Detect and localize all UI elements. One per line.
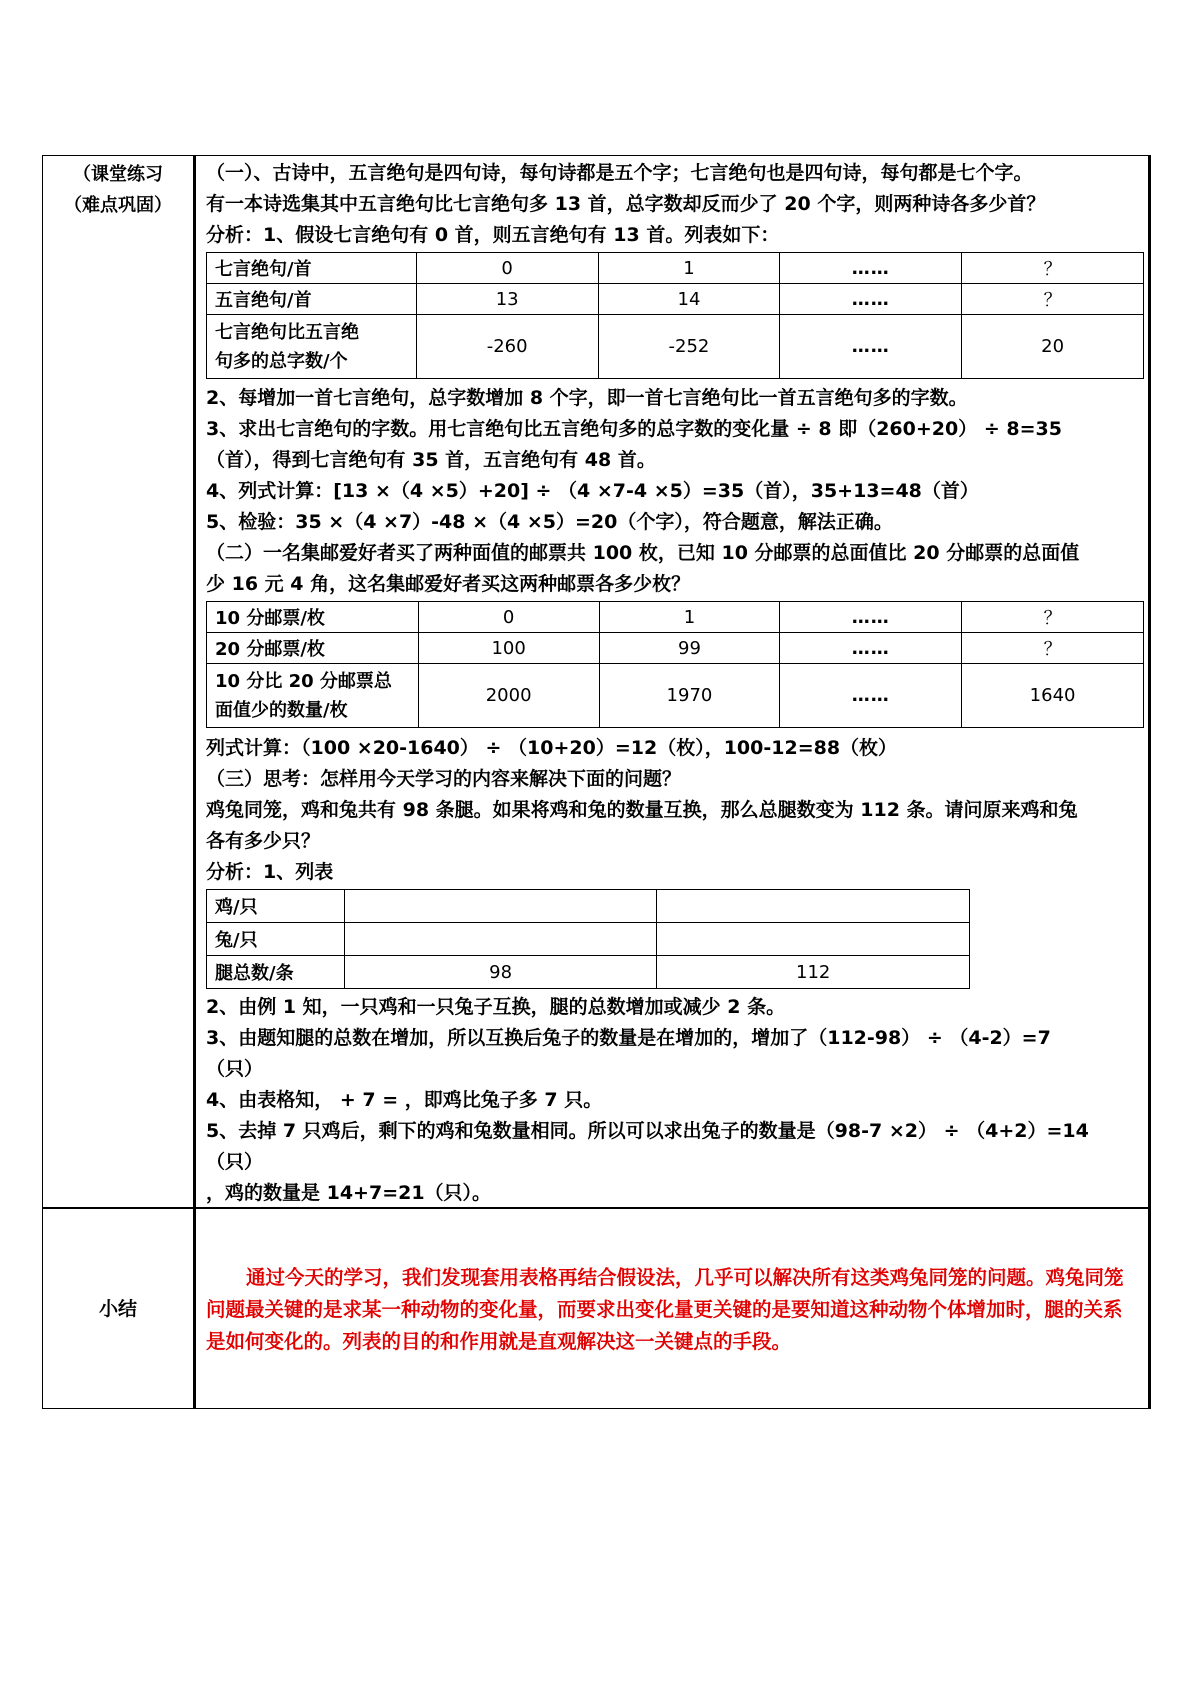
p2-line1: （二）一名集邮爱好者买了两种面值的邮票共 100 枚，已知 10 分邮票的总面值比 20 分邮票的总面值 [206, 542, 1080, 564]
row-label [207, 315, 417, 379]
p1-line2: 有一本诗选集其中五言绝句比七言绝句多 13 首，总字数却反而少了 20 个字，则两种诗各多少首？ [206, 193, 1046, 215]
row-label: 七言绝句/首 [207, 253, 417, 284]
p3-line2: 鸡兔同笼，鸡和兔共有 98 条腿。如果将鸡和兔的数量互换，那么总腿数变为 112 条。请问原来鸡和兔 [206, 799, 1078, 821]
p1-step4: 4、列式计算：[13 ×（4 ×5）+20] ÷ （4 ×7-4 ×5）=35（首），35+13=48（首） [206, 480, 979, 502]
table-cell: 20 [962, 315, 1144, 379]
table-cell: 100 [418, 633, 599, 664]
row-label-part: 七言绝句比五言绝 [215, 321, 359, 343]
p1-step3a: 3、求出七言绝句的字数。用七言绝句比五言绝句多的总字数的变化量 ÷ 8 即（260+20） ÷ 8=35 [206, 418, 1062, 440]
table-cell: 99 [599, 633, 780, 664]
table-row [207, 602, 1144, 633]
table-cell: …… [780, 664, 962, 728]
p3-step5b: （只） [206, 1151, 264, 1173]
right-border [1148, 155, 1151, 1409]
table-cell: 0 [416, 253, 598, 284]
table-cell: 14 [598, 284, 780, 315]
table-cell: 1 [598, 253, 780, 284]
row-label: 兔/只 [207, 923, 345, 956]
p3-step3a: 3、由题知腿的总数在增加，所以互换后兔子的数量是在增加的，增加了（112-98） ÷ （4-2）=7 [206, 1027, 1051, 1049]
table-cell: 1970 [599, 664, 780, 728]
row-label: 10 分邮票/枚 [207, 602, 419, 633]
table-cell: 2000 [418, 664, 599, 728]
table-cell: 13 [416, 284, 598, 315]
chicken-rabbit-table [206, 889, 970, 989]
table-cell: …… [780, 284, 962, 315]
row-label: 鸡/只 [207, 890, 345, 923]
table-cell: …… [780, 633, 962, 664]
p2-line2: 少 16 元 4 角，这名集邮爱好者买这两种邮票各多少枚？ [206, 573, 691, 595]
table-cell: -252 [598, 315, 780, 379]
p3-step2: 2、由例 1 知，一只鸡和一只兔子互换，腿的总数增加或减少 2 条。 [206, 996, 786, 1018]
poem-table [206, 252, 1144, 379]
p3-step5a: 5、去掉 7 只鸡后，剩下的鸡和兔数量相同。所以可以求出兔子的数量是（98-7 ×2） ÷ （4+2）=14 [206, 1120, 1089, 1142]
table-row [207, 284, 1144, 315]
p1-step2: 2、每增加一首七言绝句，总字数增加 8 个字，即一首七言绝句比一首五言绝句多的字数。 [206, 387, 968, 409]
p3-step3b: （只） [206, 1058, 264, 1080]
row-label-part: 10 分比 20 分邮票总 [215, 670, 392, 692]
row-label: 五言绝句/首 [207, 284, 417, 315]
column-divider [193, 155, 196, 1409]
table-cell: ？ [962, 253, 1144, 284]
table-cell: ？ [962, 602, 1144, 633]
table-cell: 0 [418, 602, 599, 633]
table-cell: ？ [962, 633, 1144, 664]
table-cell [657, 890, 970, 923]
p3-step4: 4、由表格知， + 7 = ，即鸡比兔子多 7 只。 [206, 1089, 603, 1111]
p2-calc: 列式计算：（100 ×20-1640） ÷ （10+20）=12（枚），100-12=88（枚） [206, 737, 898, 759]
table-cell: 98 [344, 956, 657, 989]
stamp-table [206, 601, 1144, 728]
p3-line4: 分析：1、列表 [206, 861, 334, 883]
table-cell: …… [780, 602, 962, 633]
row-label-part: 句多的总字数/个 [215, 350, 348, 372]
p3-line3: 各有多少只？ [206, 830, 321, 852]
practice-label-line1: （课堂练习 [73, 164, 163, 185]
summary-text: 通过今天的学习，我们发现套用表格再结合假设法，几乎可以解决所有这类鸡兔同笼的问题。鸡兔同笼问题最关键的是求某一种动物的变化量，而要求出变化量更关键的是要知道这种动物个体增加时，腿的关系是如何变化的。列表的目的和作用就是直观解决这一关键点的手段。 [206, 1266, 1124, 1353]
table-cell: -260 [416, 315, 598, 379]
table-cell: 1640 [962, 664, 1144, 728]
table-cell: 112 [657, 956, 970, 989]
p3-line1: （三）思考：怎样用今天学习的内容来解决下面的问题？ [206, 768, 682, 790]
summary-label: 小结 [98, 1298, 137, 1320]
table-row [207, 923, 970, 956]
practice-label-line2: （难点巩固） [64, 195, 172, 216]
row-label-part: 面值少的数量/枚 [215, 699, 348, 721]
table-cell: ？ [962, 284, 1144, 315]
table-cell [344, 923, 657, 956]
p1-line1: （一）、古诗中，五言绝句是四句诗，每句诗都是五个字；七言绝句也是四句诗，每句都是七个字。 [206, 162, 1033, 184]
row-label: 腿总数/条 [207, 956, 345, 989]
p3-step5c: ，鸡的数量是 14+7=21（只）。 [206, 1182, 492, 1204]
table-row [207, 664, 1144, 728]
table-cell: 1 [599, 602, 780, 633]
p1-line3: 分析：1、假设七言绝句有 0 首，则五言绝句有 13 首。列表如下： [206, 224, 780, 246]
p1-step3b: （首），得到七言绝句有 35 首，五言绝句有 48 首。 [206, 449, 656, 471]
table-cell [657, 923, 970, 956]
table-row [207, 253, 1144, 284]
table-cell: …… [780, 315, 962, 379]
row-label [207, 664, 419, 728]
table-row [207, 890, 970, 923]
table-row [207, 315, 1144, 379]
table-cell: …… [780, 253, 962, 284]
p1-step5: 5、检验：35 ×（4 ×7）-48 ×（4 ×5）=20（个字），符合题意，解法正确。 [206, 511, 893, 533]
table-row [207, 633, 1144, 664]
table-cell [344, 890, 657, 923]
row-label: 20 分邮票/枚 [207, 633, 419, 664]
table-row [207, 956, 970, 989]
